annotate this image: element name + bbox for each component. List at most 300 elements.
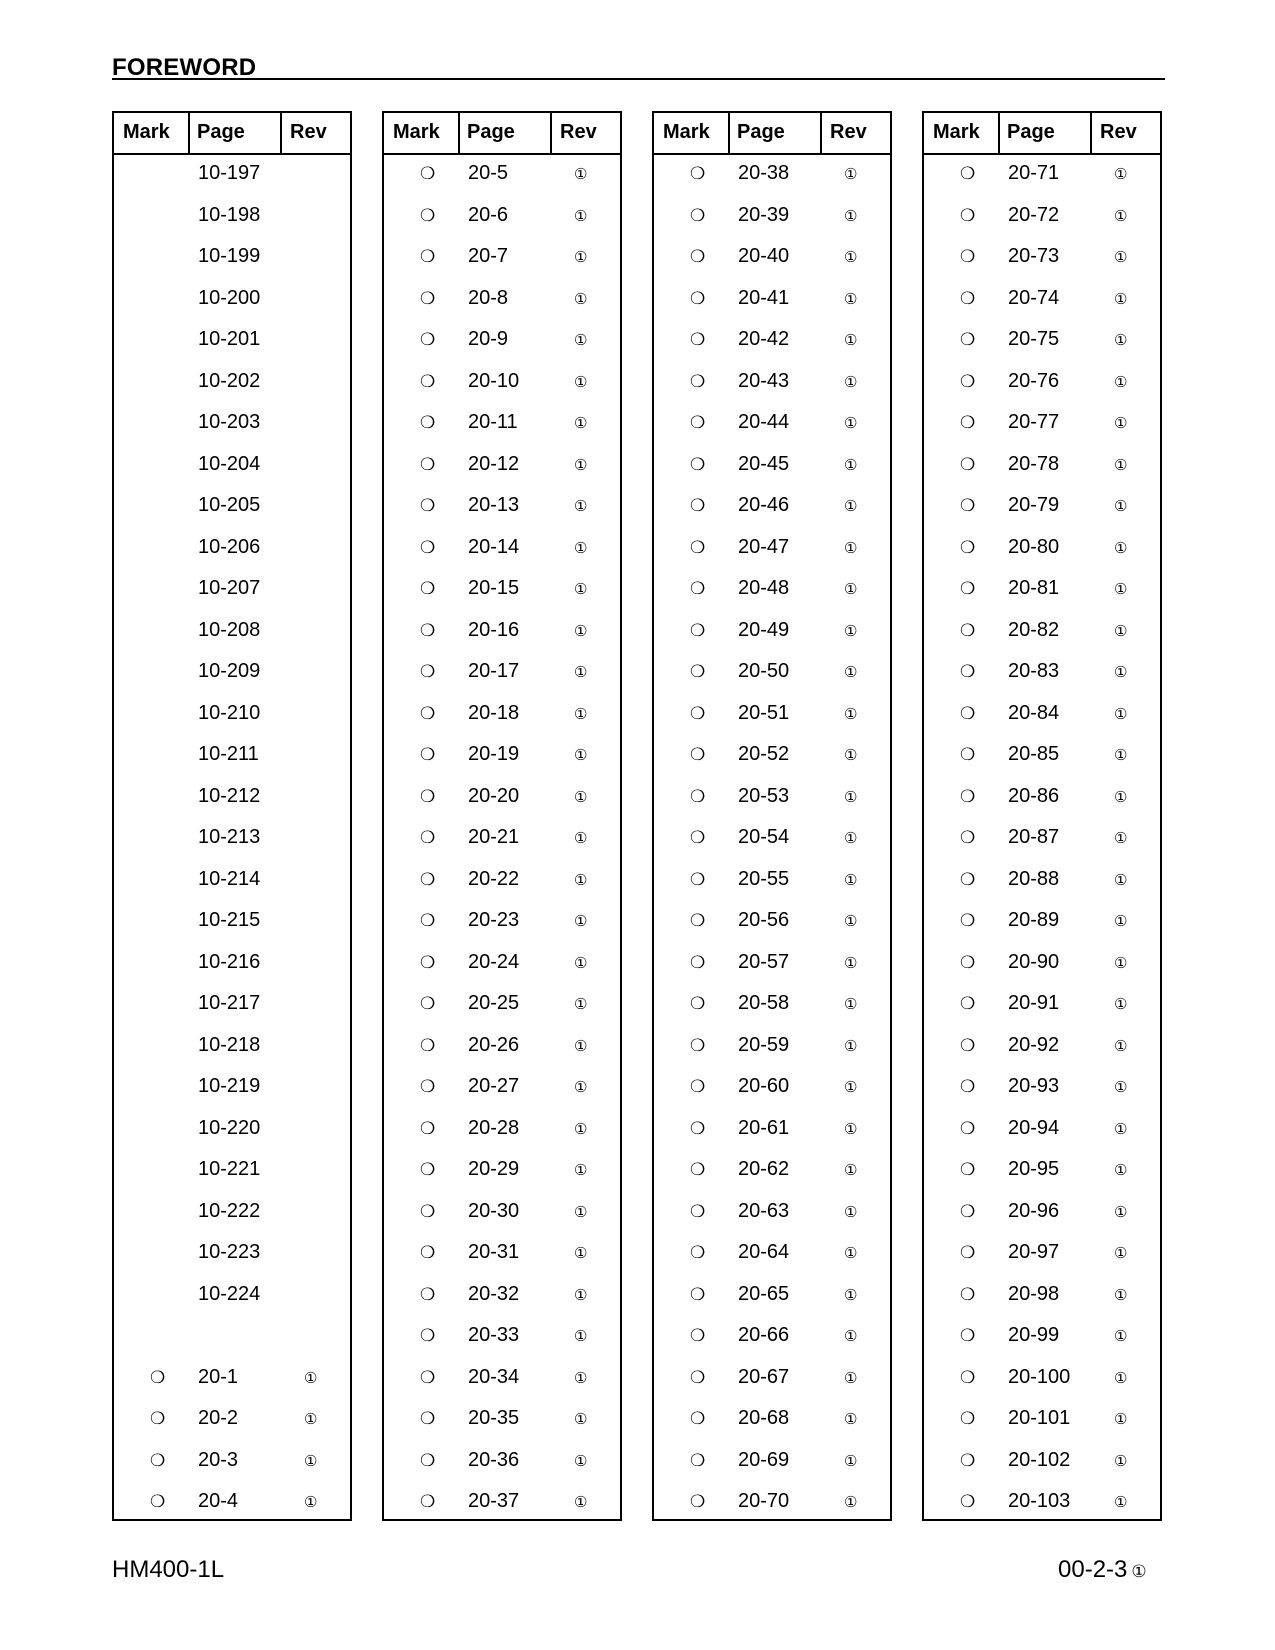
page-cell: 10-218 bbox=[198, 1033, 261, 1056]
rev-cell: ① bbox=[1114, 456, 1128, 474]
mark-cell: ❍ bbox=[960, 288, 976, 308]
rev-cell: ① bbox=[844, 207, 858, 225]
table-row bbox=[384, 614, 620, 656]
header-divider bbox=[1090, 113, 1092, 155]
table-row bbox=[384, 448, 620, 490]
rev-cell: ① bbox=[1114, 166, 1128, 183]
table-row bbox=[384, 655, 620, 697]
page-cell: 10-212 bbox=[198, 784, 261, 807]
mark-cell: ❍ bbox=[420, 413, 436, 432]
table-row bbox=[654, 1195, 890, 1237]
page-title: FOREWORD bbox=[112, 54, 257, 81]
page-cell: 20-67 bbox=[738, 1365, 790, 1388]
table-row bbox=[384, 1485, 620, 1527]
page-cell: 20-27 bbox=[468, 1075, 520, 1097]
mark-cell: ❍ bbox=[150, 1409, 166, 1428]
mark-cell: ❍ bbox=[690, 1243, 706, 1262]
page-cell: 20-84 bbox=[1008, 701, 1060, 724]
page-cell: 20-75 bbox=[1008, 328, 1060, 350]
rev-cell: ① bbox=[1114, 871, 1128, 889]
mark-cell: ❍ bbox=[690, 620, 706, 640]
page-cell: 10-215 bbox=[198, 909, 261, 931]
page-cell: 10-205 bbox=[198, 494, 261, 516]
page-cell: 10-211 bbox=[198, 743, 259, 765]
mark-cell: ❍ bbox=[690, 454, 706, 474]
rev-cell: ① bbox=[844, 581, 858, 598]
page-cell: 20-74 bbox=[1008, 286, 1060, 309]
page-cell: 20-37 bbox=[468, 1490, 520, 1512]
rev-cell: ① bbox=[574, 1079, 588, 1096]
mark-cell: ❍ bbox=[960, 247, 976, 266]
page-cell: 20-3 bbox=[198, 1448, 239, 1471]
rev-cell: ① bbox=[574, 664, 588, 681]
page-cell: 20-63 bbox=[738, 1199, 790, 1222]
page-cell: 20-82 bbox=[1008, 618, 1060, 641]
table-row bbox=[384, 1153, 620, 1195]
page-cell: 20-65 bbox=[738, 1282, 790, 1305]
mark-cell: ❍ bbox=[690, 371, 706, 391]
mark-cell: ❍ bbox=[960, 828, 976, 847]
mark-cell: ❍ bbox=[960, 911, 976, 930]
rev-cell: ① bbox=[844, 1203, 858, 1221]
rev-cell: ① bbox=[574, 1245, 588, 1262]
header-page: Page bbox=[737, 121, 785, 143]
mark-cell: ❍ bbox=[960, 1492, 976, 1511]
rev-cell: ① bbox=[1114, 249, 1128, 266]
rev-cell: ① bbox=[574, 373, 588, 391]
table-row bbox=[654, 199, 890, 241]
table-row bbox=[924, 821, 1160, 863]
header-mark: Mark bbox=[663, 121, 710, 143]
mark-cell: ❍ bbox=[690, 828, 706, 847]
page-cell: 20-55 bbox=[738, 867, 790, 890]
mark-cell: ❍ bbox=[960, 330, 976, 349]
table-row bbox=[114, 821, 350, 863]
rev-cell: ① bbox=[574, 871, 588, 889]
mark-cell: ❍ bbox=[960, 869, 976, 889]
page-cell: 20-103 bbox=[1008, 1490, 1071, 1512]
table-row bbox=[924, 738, 1160, 780]
table-row bbox=[114, 614, 350, 656]
table-row bbox=[924, 365, 1160, 407]
table-row bbox=[924, 1070, 1160, 1112]
revision-table-2 bbox=[382, 111, 622, 1521]
rev-cell: ① bbox=[574, 166, 588, 183]
table-row bbox=[384, 406, 620, 448]
table-row bbox=[924, 489, 1160, 531]
rev-cell: ① bbox=[1114, 954, 1128, 972]
mark-cell: ❍ bbox=[960, 662, 976, 681]
page-cell: 20-14 bbox=[468, 535, 520, 558]
header-mark: Mark bbox=[123, 121, 170, 143]
page-cell: 20-79 bbox=[1008, 494, 1060, 516]
rev-cell: ① bbox=[574, 705, 588, 723]
page-cell: 20-92 bbox=[1008, 1033, 1060, 1056]
rev-cell: ① bbox=[1114, 1162, 1128, 1179]
page-cell: 20-91 bbox=[1008, 992, 1060, 1014]
mark-cell: ❍ bbox=[960, 620, 976, 640]
rev-cell: ① bbox=[304, 1369, 318, 1387]
page-cell: 10-209 bbox=[198, 660, 261, 682]
mark-cell: ❍ bbox=[690, 1118, 706, 1138]
mark-cell: ❍ bbox=[420, 911, 436, 930]
revision-table-4 bbox=[922, 111, 1162, 1521]
page-cell: 20-85 bbox=[1008, 743, 1060, 765]
table-row bbox=[114, 323, 350, 365]
table-row bbox=[114, 240, 350, 282]
page-cell: 20-56 bbox=[738, 909, 790, 931]
table-row bbox=[924, 697, 1160, 739]
page-cell: 20-6 bbox=[468, 203, 509, 226]
header-divider bbox=[458, 113, 460, 155]
mark-cell: ❍ bbox=[960, 1118, 976, 1138]
rev-cell: ① bbox=[1114, 1120, 1128, 1138]
table-row bbox=[924, 1029, 1160, 1071]
mark-cell: ❍ bbox=[690, 247, 706, 266]
table-row bbox=[384, 1236, 620, 1278]
page-cell: 20-93 bbox=[1008, 1075, 1060, 1097]
table-row bbox=[654, 489, 890, 531]
table-row bbox=[114, 1319, 350, 1361]
page-cell: 20-36 bbox=[468, 1448, 520, 1471]
table-row bbox=[114, 1444, 350, 1486]
page-cell: 20-34 bbox=[468, 1365, 520, 1388]
header-rev: Rev bbox=[560, 121, 597, 143]
mark-cell: ❍ bbox=[420, 952, 436, 972]
table-row bbox=[114, 1029, 350, 1071]
table-header bbox=[654, 113, 890, 155]
rev-cell: ① bbox=[1114, 207, 1128, 225]
table-row bbox=[924, 240, 1160, 282]
rev-cell: ① bbox=[844, 913, 858, 930]
table-row bbox=[384, 1195, 620, 1237]
rev-cell: ① bbox=[844, 1120, 858, 1138]
table-row bbox=[114, 697, 350, 739]
table-header bbox=[384, 113, 620, 155]
page-cell: 20-66 bbox=[738, 1324, 790, 1346]
mark-cell: ❍ bbox=[690, 911, 706, 930]
page-cell: 20-32 bbox=[468, 1282, 520, 1305]
table-row bbox=[114, 448, 350, 490]
page-cell: 10-213 bbox=[198, 826, 261, 848]
page-cell: 10-206 bbox=[198, 535, 261, 558]
mark-cell: ❍ bbox=[690, 1201, 706, 1221]
table-row bbox=[654, 821, 890, 863]
mark-cell: ❍ bbox=[420, 1492, 436, 1511]
page-cell: 10-208 bbox=[198, 618, 261, 641]
table-row bbox=[654, 1361, 890, 1403]
table-row bbox=[114, 199, 350, 241]
page-cell: 20-88 bbox=[1008, 867, 1060, 890]
table-row bbox=[384, 323, 620, 365]
table-row bbox=[654, 904, 890, 946]
page-cell: 20-45 bbox=[738, 452, 790, 475]
rev-cell: ① bbox=[844, 1369, 858, 1387]
rev-cell: ① bbox=[844, 290, 858, 308]
table-row bbox=[924, 406, 1160, 448]
table-row bbox=[924, 323, 1160, 365]
rev-cell: ① bbox=[844, 1411, 858, 1428]
mark-cell: ❍ bbox=[960, 786, 976, 806]
header-divider bbox=[550, 113, 552, 155]
rev-cell: ① bbox=[574, 498, 588, 515]
mark-cell: ❍ bbox=[420, 1201, 436, 1221]
table-row bbox=[384, 365, 620, 407]
table-row bbox=[654, 1153, 890, 1195]
rev-cell: ① bbox=[574, 788, 588, 806]
page-cell: 20-62 bbox=[738, 1158, 790, 1180]
table-row bbox=[654, 863, 890, 905]
header-rev: Rev bbox=[290, 121, 327, 143]
mark-cell: ❍ bbox=[420, 205, 436, 225]
page-cell: 10-220 bbox=[198, 1116, 261, 1139]
page-cell: 20-78 bbox=[1008, 452, 1060, 475]
mark-cell: ❍ bbox=[960, 579, 976, 598]
rev-cell: ① bbox=[574, 913, 588, 930]
rev-cell: ① bbox=[574, 1037, 588, 1055]
page-cell: 20-18 bbox=[468, 701, 520, 724]
page-cell: 20-31 bbox=[468, 1241, 520, 1263]
page-cell: 20-77 bbox=[1008, 411, 1060, 433]
table-row bbox=[924, 572, 1160, 614]
mark-cell: ❍ bbox=[690, 703, 706, 723]
rev-cell: ① bbox=[1114, 705, 1128, 723]
mark-cell: ❍ bbox=[420, 1243, 436, 1262]
page-cell: 20-29 bbox=[468, 1158, 520, 1180]
mark-cell: ❍ bbox=[420, 828, 436, 847]
table-header bbox=[114, 113, 350, 155]
mark-cell: ❍ bbox=[690, 205, 706, 225]
table-row bbox=[654, 1029, 890, 1071]
page-cell: 20-73 bbox=[1008, 245, 1060, 267]
rev-cell: ① bbox=[304, 1494, 318, 1511]
table-row bbox=[654, 240, 890, 282]
page-cell: 20-46 bbox=[738, 494, 790, 516]
table-row bbox=[384, 1070, 620, 1112]
table-row bbox=[924, 1444, 1160, 1486]
table-row bbox=[924, 1153, 1160, 1195]
page-cell: 20-102 bbox=[1008, 1448, 1071, 1471]
page-cell: 20-101 bbox=[1008, 1407, 1071, 1429]
mark-cell: ❍ bbox=[690, 330, 706, 349]
rev-cell: ① bbox=[844, 830, 858, 847]
rev-cell: ① bbox=[844, 539, 858, 557]
rev-cell: ① bbox=[1114, 415, 1128, 432]
rev-cell: ① bbox=[844, 622, 858, 640]
table-row bbox=[114, 1195, 350, 1237]
page-cell: 20-94 bbox=[1008, 1116, 1060, 1139]
rev-cell: ① bbox=[844, 954, 858, 972]
mark-cell: ❍ bbox=[420, 662, 436, 681]
table-row bbox=[924, 1112, 1160, 1154]
page-cell: 20-96 bbox=[1008, 1199, 1060, 1222]
mark-cell: ❍ bbox=[960, 454, 976, 474]
table-row bbox=[384, 1361, 620, 1403]
table-row bbox=[924, 199, 1160, 241]
mark-cell: ❍ bbox=[690, 413, 706, 432]
rev-cell: ① bbox=[1114, 1411, 1128, 1428]
table-row bbox=[654, 282, 890, 324]
page-cell: 20-49 bbox=[738, 618, 790, 641]
rev-cell: ① bbox=[844, 1452, 858, 1470]
mark-cell: ❍ bbox=[420, 786, 436, 806]
rev-cell: ① bbox=[574, 954, 588, 972]
mark-cell: ❍ bbox=[420, 994, 436, 1013]
mark-cell: ❍ bbox=[960, 1367, 976, 1387]
table-row bbox=[384, 1278, 620, 1320]
page-cell: 20-23 bbox=[468, 909, 520, 931]
page-cell: 20-99 bbox=[1008, 1324, 1060, 1346]
mark-cell: ❍ bbox=[420, 1326, 436, 1345]
mark-cell: ❍ bbox=[420, 371, 436, 391]
mark-cell: ❍ bbox=[960, 496, 976, 515]
page-cell: 20-15 bbox=[468, 577, 520, 599]
table-row bbox=[384, 821, 620, 863]
rev-cell: ① bbox=[1114, 747, 1128, 764]
mark-cell: ❍ bbox=[960, 1243, 976, 1262]
mark-cell: ❍ bbox=[960, 413, 976, 432]
mark-cell: ❍ bbox=[420, 745, 436, 764]
page-cell: 20-83 bbox=[1008, 660, 1060, 682]
table-row bbox=[114, 1485, 350, 1527]
page-cell: 20-7 bbox=[468, 245, 509, 267]
page-cell: 20-9 bbox=[468, 328, 509, 350]
page-cell: 20-90 bbox=[1008, 950, 1060, 973]
table-row bbox=[924, 1485, 1160, 1527]
table-row bbox=[654, 1444, 890, 1486]
mark-cell: ❍ bbox=[960, 1326, 976, 1345]
table-row bbox=[924, 1319, 1160, 1361]
mark-cell: ❍ bbox=[420, 1118, 436, 1138]
table-row bbox=[384, 697, 620, 739]
page-cell: 20-25 bbox=[468, 992, 520, 1014]
page-cell: 20-2 bbox=[198, 1407, 239, 1429]
rev-cell: ① bbox=[1114, 1328, 1128, 1345]
title-rule bbox=[112, 78, 1165, 80]
rev-cell: ① bbox=[574, 1411, 588, 1428]
mark-cell: ❍ bbox=[690, 1035, 706, 1055]
page-cell: 20-13 bbox=[468, 494, 520, 516]
page-cell: 20-57 bbox=[738, 950, 790, 973]
table-row bbox=[654, 697, 890, 739]
rev-cell: ① bbox=[844, 1286, 858, 1304]
table-row bbox=[384, 199, 620, 241]
page-cell: 20-42 bbox=[738, 328, 790, 350]
table-row bbox=[384, 780, 620, 822]
rev-cell: ① bbox=[574, 1162, 588, 1179]
rev-cell: ① bbox=[844, 788, 858, 806]
mark-cell: ❍ bbox=[960, 1035, 976, 1055]
page-cell: 20-54 bbox=[738, 826, 790, 848]
mark-cell: ❍ bbox=[420, 454, 436, 474]
table-row bbox=[114, 904, 350, 946]
mark-cell: ❍ bbox=[420, 1160, 436, 1179]
rev-cell: ① bbox=[574, 830, 588, 847]
mark-cell: ❍ bbox=[420, 703, 436, 723]
mark-cell: ❍ bbox=[420, 1077, 436, 1096]
rev-cell: ① bbox=[1114, 1203, 1128, 1221]
page-cell: 10-197 bbox=[198, 162, 261, 184]
rev-cell: ① bbox=[1114, 996, 1128, 1013]
table-row bbox=[924, 1361, 1160, 1403]
table-row bbox=[654, 1402, 890, 1444]
page-cell: 20-12 bbox=[468, 452, 520, 475]
page-cell: 20-60 bbox=[738, 1075, 790, 1097]
page-cell: 20-26 bbox=[468, 1033, 520, 1056]
rev-cell: ① bbox=[574, 332, 588, 349]
rev-cell: ① bbox=[574, 539, 588, 557]
rev-cell: ① bbox=[574, 456, 588, 474]
page-cell: 10-224 bbox=[198, 1282, 261, 1305]
mark-cell: ❍ bbox=[690, 952, 706, 972]
mark-cell: ❍ bbox=[690, 579, 706, 598]
page-cell: 20-35 bbox=[468, 1407, 520, 1429]
page-cell: 10-223 bbox=[198, 1241, 261, 1263]
rev-cell: ① bbox=[574, 1494, 588, 1511]
page-cell: 20-20 bbox=[468, 784, 520, 807]
table-row bbox=[384, 489, 620, 531]
table-row bbox=[114, 1153, 350, 1195]
page-cell: 20-44 bbox=[738, 411, 790, 433]
table-row bbox=[114, 946, 350, 988]
header-divider bbox=[280, 113, 282, 155]
mark-cell: ❍ bbox=[690, 1284, 706, 1304]
page-cell: 20-64 bbox=[738, 1241, 790, 1263]
page-cell: 20-71 bbox=[1008, 162, 1060, 184]
rev-cell: ① bbox=[574, 1452, 588, 1470]
rev-cell: ① bbox=[574, 1369, 588, 1387]
rev-cell: ① bbox=[1114, 1037, 1128, 1055]
mark-cell: ❍ bbox=[960, 537, 976, 557]
rev-cell: ① bbox=[844, 415, 858, 432]
rev-cell: ① bbox=[1114, 373, 1128, 391]
page-cell: 20-61 bbox=[738, 1116, 790, 1139]
mark-cell: ❍ bbox=[420, 537, 436, 557]
page-cell: 10-207 bbox=[198, 577, 261, 599]
mark-cell: ❍ bbox=[690, 662, 706, 681]
table-row bbox=[654, 572, 890, 614]
rev-cell: ① bbox=[1114, 913, 1128, 930]
rev-cell: ① bbox=[574, 1203, 588, 1221]
page-cell: 20-100 bbox=[1008, 1365, 1071, 1388]
rev-cell: ① bbox=[844, 664, 858, 681]
rev-cell: ① bbox=[1114, 830, 1128, 847]
page-cell: 20-50 bbox=[738, 660, 790, 682]
page-cell: 20-87 bbox=[1008, 826, 1060, 848]
table-row bbox=[654, 406, 890, 448]
table-row bbox=[114, 863, 350, 905]
page-cell: 20-80 bbox=[1008, 535, 1060, 558]
mark-cell: ❍ bbox=[420, 620, 436, 640]
mark-cell: ❍ bbox=[420, 1035, 436, 1055]
mark-cell: ❍ bbox=[420, 1409, 436, 1428]
rev-cell: ① bbox=[844, 332, 858, 349]
page-cell: 20-58 bbox=[738, 992, 790, 1014]
table-row bbox=[114, 157, 350, 199]
page-cell: 20-40 bbox=[738, 245, 790, 267]
table-row bbox=[654, 1278, 890, 1320]
mark-cell: ❍ bbox=[420, 1284, 436, 1304]
page-cell: 20-68 bbox=[738, 1407, 790, 1429]
page-cell: 20-59 bbox=[738, 1033, 790, 1056]
revision-symbol: ① bbox=[1131, 1562, 1147, 1581]
page-cell: 10-222 bbox=[198, 1199, 261, 1222]
mark-cell: ❍ bbox=[960, 745, 976, 764]
rev-cell: ① bbox=[304, 1411, 318, 1428]
mark-cell: ❍ bbox=[420, 288, 436, 308]
rev-cell: ① bbox=[574, 415, 588, 432]
mark-cell: ❍ bbox=[420, 579, 436, 598]
